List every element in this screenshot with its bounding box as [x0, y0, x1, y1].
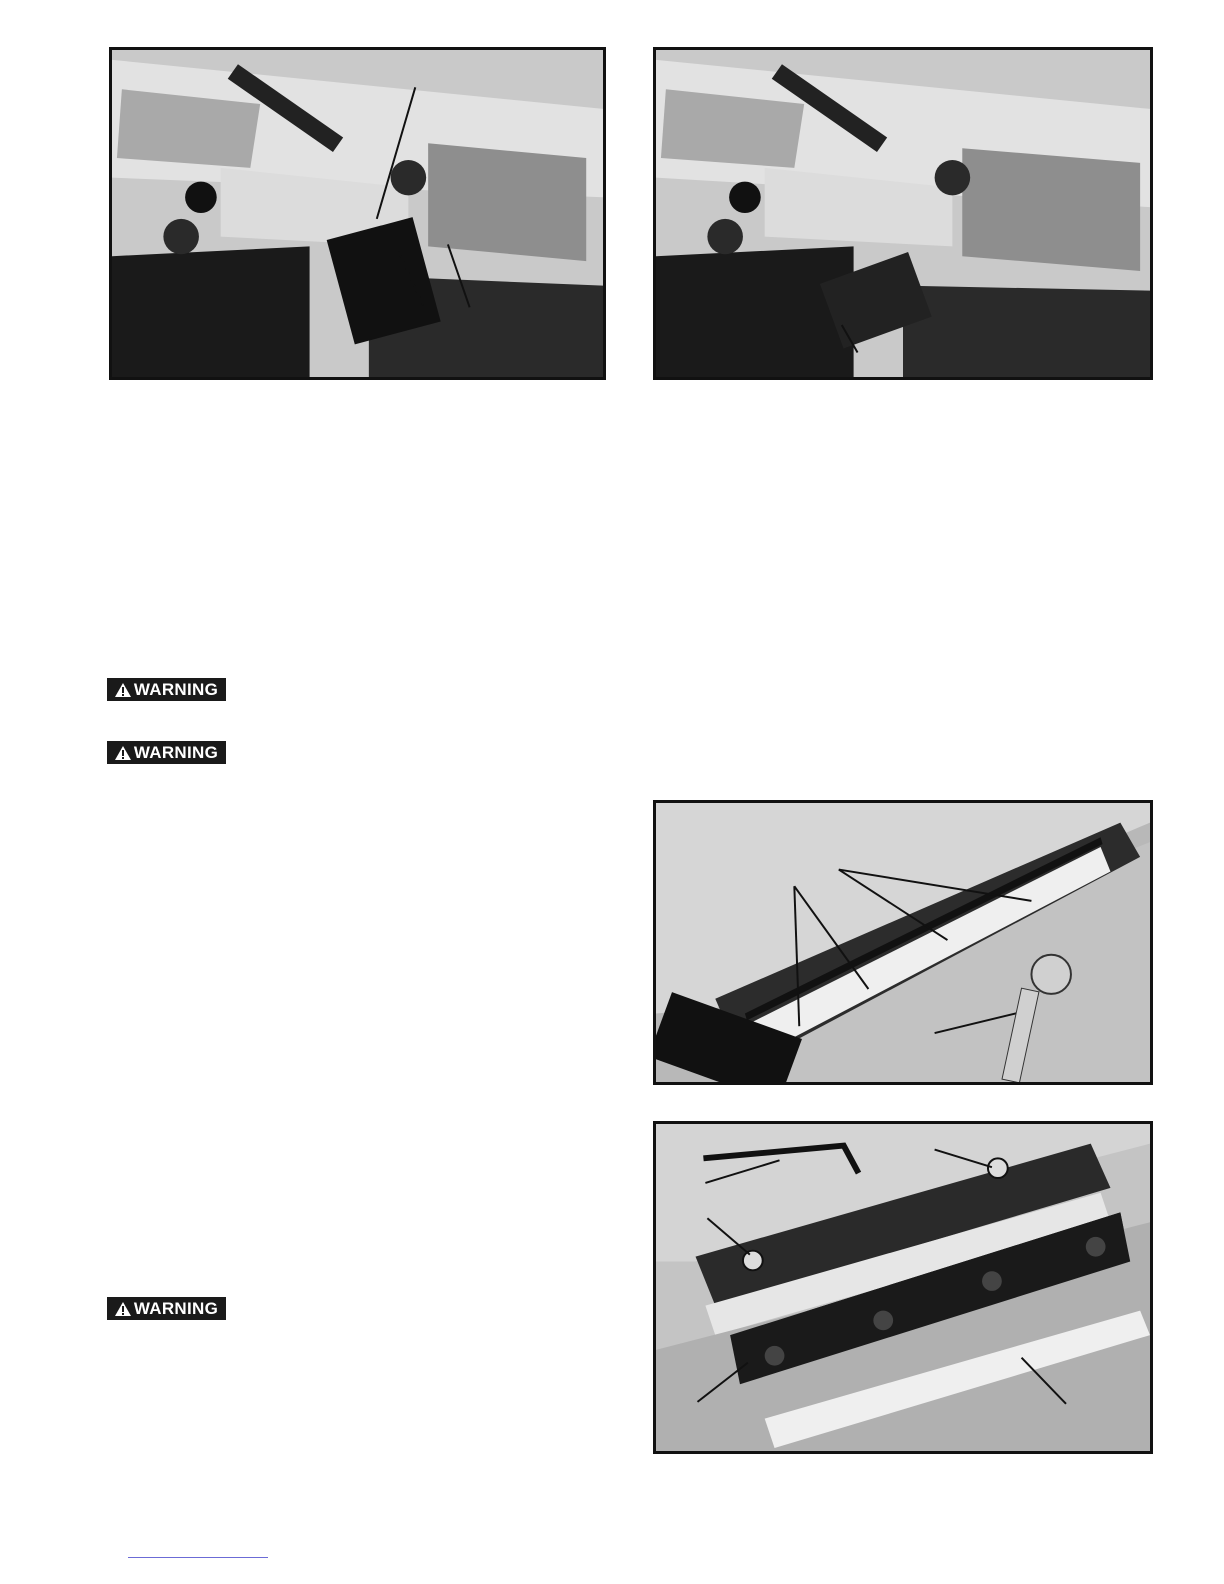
footer-link-underline[interactable] [128, 1557, 268, 1558]
warning-badge-3 [107, 1297, 226, 1320]
warning-badge-2 [107, 741, 226, 764]
photo-knife-gib-hexkey-art [656, 1124, 1150, 1451]
warning-label: WARNING [133, 742, 219, 762]
warning-triangle-icon [115, 683, 131, 697]
warning-label: WARNING [133, 1298, 219, 1318]
warning-triangle-icon [115, 1302, 131, 1316]
photo-knife-gib-hexkey [653, 1121, 1153, 1454]
photo-cutterhead-knives [653, 800, 1153, 1085]
photo-cutterhead-knives-art [656, 803, 1150, 1082]
warning-badge-1 [107, 678, 226, 701]
photo-fence-bracket-tilted-art [656, 50, 1150, 377]
photo-fence-bracket-art [112, 50, 603, 377]
warning-triangle-icon [115, 746, 131, 760]
warning-label: WARNING [133, 679, 219, 699]
photo-fence-bracket [109, 47, 606, 380]
photo-fence-bracket-tilted [653, 47, 1153, 380]
